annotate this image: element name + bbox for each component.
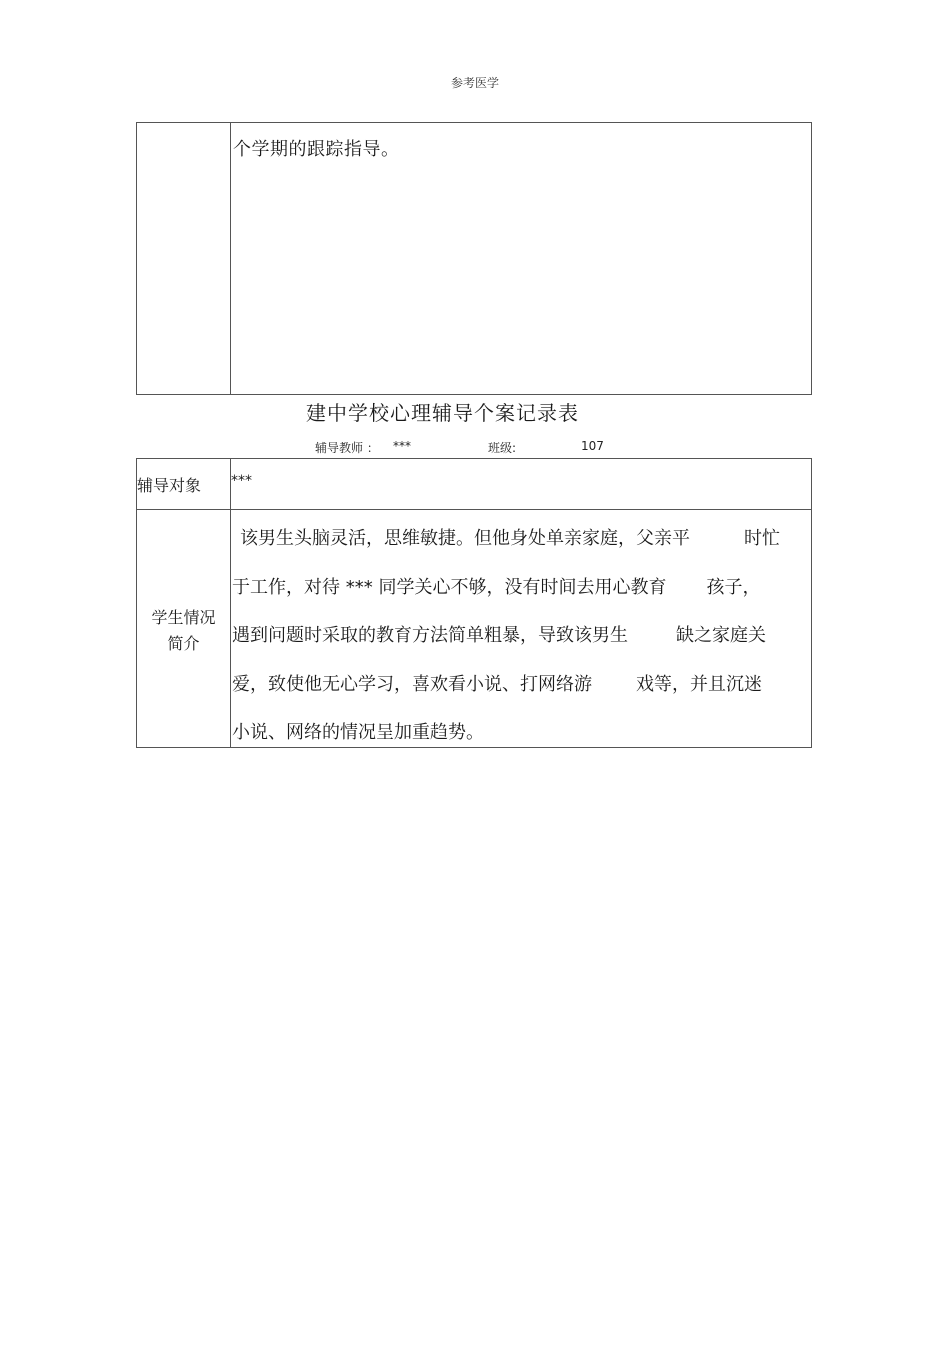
description-line [232, 612, 810, 661]
student-info-label-line2: 简介 [167, 634, 200, 653]
description-segment: 戏等，并且沉迷 [636, 673, 762, 695]
column-divider [230, 459, 231, 747]
description-segment: 小说、网络的情况呈加重趋势。 [232, 722, 484, 743]
teacher-value: *** [393, 439, 411, 453]
page-header: 参考医学 [450, 76, 499, 90]
description-line [232, 661, 810, 710]
student-info-label [137, 605, 230, 657]
description-line [232, 709, 810, 758]
description-line [232, 515, 810, 564]
student-description [232, 515, 810, 758]
continuation-text: 个学期的跟踪指导。 [233, 139, 400, 160]
case-record-table [136, 458, 812, 748]
description-segment: 爱，致使他无心学习，喜欢看小说、打网络游 [232, 673, 592, 695]
description-segment: 于工作，对待 *** 同学关心不够，没有时间去用心教育 [232, 576, 667, 598]
description-segment: 该男生头脑灵活，思维敏捷。但他身处单亲家庭，父亲平 [240, 528, 690, 549]
row-divider [137, 509, 811, 510]
description-segment: 时忙 [744, 528, 780, 549]
column-divider [230, 123, 231, 394]
class-value: 107 [581, 439, 604, 453]
description-line [232, 564, 810, 613]
subject-label: 辅导对象 [137, 476, 202, 495]
teacher-label: 辅导教师 ： [315, 441, 379, 455]
class-label: 班级: [488, 441, 517, 455]
student-info-label-line1: 学生情况 [151, 608, 216, 627]
description-segment: 孩子， [706, 576, 761, 598]
subject-value: *** [231, 473, 252, 489]
description-segment: 遇到问题时采取的教育方法简单粗暴，导致该男生 [232, 625, 628, 646]
continuation-table [136, 122, 812, 395]
form-title: 建中学校心理辅导个案记录表 [306, 401, 579, 425]
description-segment: 缺之家庭关 [676, 625, 766, 646]
